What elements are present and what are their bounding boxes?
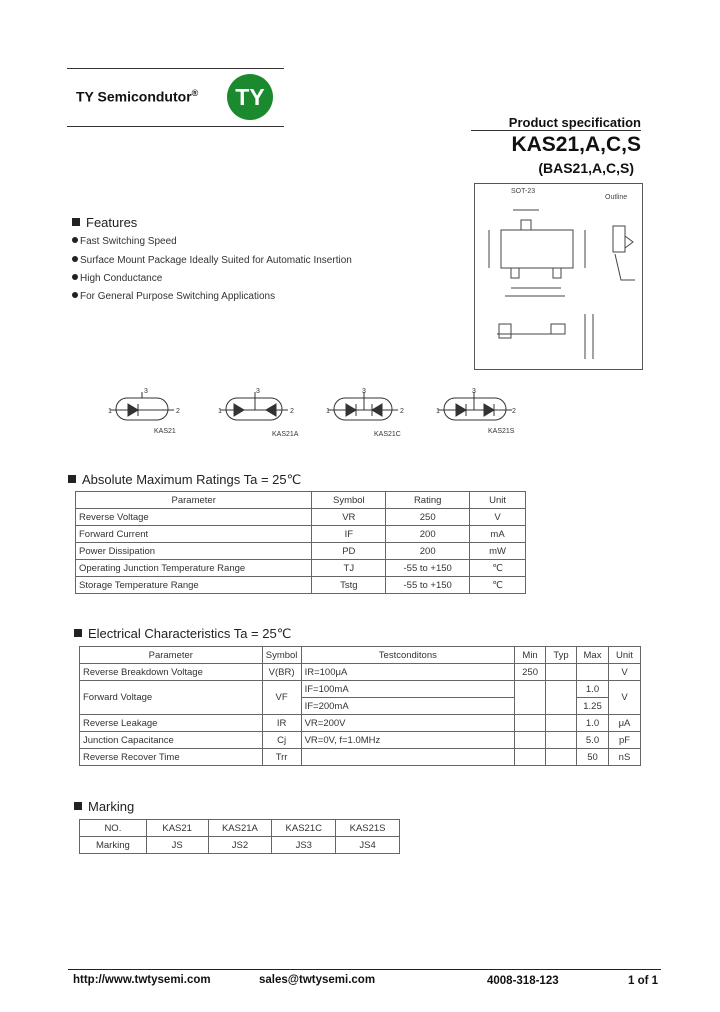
cell: VF (262, 681, 301, 715)
cell: Forward Current (76, 526, 312, 543)
cell: JS4 (336, 837, 400, 854)
cell: nS (608, 749, 640, 766)
footprint-pad (551, 324, 565, 334)
cell: V(BR) (262, 664, 301, 681)
pin-3-lead (521, 220, 531, 230)
kas21a-diode-icon (234, 404, 244, 416)
footprint-pad (499, 324, 511, 338)
table-row (80, 749, 641, 766)
cell: 1.25 (577, 698, 609, 715)
column-header: Rating (386, 492, 470, 509)
cell: TJ (312, 560, 386, 577)
cell: 250 (386, 509, 470, 526)
footer-email[interactable]: sales@twtysemi.com (259, 974, 376, 986)
cell: 1.0 (577, 715, 609, 732)
part-alt: (BAS21,A,C,S) (538, 160, 634, 176)
side-view-lead (625, 236, 633, 248)
kas21-package-outline (116, 398, 168, 420)
table-row (76, 543, 526, 560)
column-header: Parameter (80, 647, 263, 664)
marking-title: Marking (88, 799, 135, 814)
cell: Trr (262, 749, 301, 766)
spec-rule (471, 130, 641, 131)
header-top-rule (67, 68, 284, 69)
bullet-icon (72, 237, 78, 243)
cell: JS3 (272, 837, 336, 854)
logo-text: TY (235, 83, 265, 110)
cell: PD (312, 543, 386, 560)
cell (301, 749, 515, 766)
cell: VR (312, 509, 386, 526)
cell: μA (608, 715, 640, 732)
kas21a-diode-icon (266, 404, 276, 416)
cell: VR=200V (301, 715, 515, 732)
cell (546, 681, 577, 715)
kas21c-name: KAS21C (374, 431, 401, 436)
column-header: Unit (470, 492, 526, 509)
column-header: Testconditons (301, 647, 515, 664)
cell: KAS21 (146, 820, 208, 837)
cell (515, 681, 546, 715)
cell: mW (470, 543, 526, 560)
features-heading (72, 215, 137, 230)
cell: ℃ (470, 560, 526, 577)
feature-text: Surface Mount Package Ideally Suited for Automatic Insertion (80, 255, 352, 266)
kas21s-pin1-label: 1 (436, 408, 440, 415)
square-bullet-icon (68, 475, 76, 483)
square-bullet-icon (74, 802, 82, 810)
kas21s-diode-icon (456, 404, 466, 416)
kas21a-name: KAS21A (272, 431, 299, 436)
cell: IF=200mA (301, 698, 515, 715)
brand-name (76, 88, 198, 105)
kas21s-name: KAS21S (488, 428, 515, 435)
column-header: Unit (608, 647, 640, 664)
cell: KAS21A (208, 820, 272, 837)
table-header-row (80, 647, 641, 664)
cell: 200 (386, 526, 470, 543)
feature-item (72, 255, 352, 266)
features-title: Features (86, 215, 138, 230)
cell: VR=0V, f=1.0MHz (301, 732, 515, 749)
package-drawing (474, 183, 643, 370)
cell: NO. (80, 820, 147, 837)
column-header: Typ (546, 647, 577, 664)
diode-configurations (106, 386, 546, 436)
kas21a-pin3-label: 3 (256, 388, 260, 395)
feature-text: For General Purpose Switching Applications (80, 291, 276, 302)
header-bottom-rule (67, 126, 284, 127)
elec-table (79, 646, 641, 766)
square-bullet-icon (74, 629, 82, 637)
kas21s-diode-icon (484, 404, 494, 416)
square-bullet-icon (72, 218, 80, 226)
table-row (80, 681, 641, 698)
side-view-lead (615, 254, 635, 280)
cell (546, 715, 577, 732)
side-view-body (613, 226, 625, 252)
bullet-icon (72, 274, 78, 280)
cell: Storage Temperature Range (76, 577, 312, 594)
pin-1-lead (511, 268, 519, 278)
kas21-pin2-label: 2 (176, 408, 180, 415)
cell: Operating Junction Temperature Range (76, 560, 312, 577)
cell: Power Dissipation (76, 543, 312, 560)
cell: 250 (515, 664, 546, 681)
table-row (76, 560, 526, 577)
cell: V (608, 664, 640, 681)
cell: Tstg (312, 577, 386, 594)
marking-heading (74, 799, 134, 814)
column-header: Symbol (262, 647, 301, 664)
bullet-icon (72, 256, 78, 262)
outline-label: Outline (605, 194, 628, 201)
feature-item (72, 236, 177, 247)
cell: IR=100μA (301, 664, 515, 681)
cell: Marking (80, 837, 147, 854)
cell (546, 732, 577, 749)
kas21-pin1-label: 1 (108, 408, 112, 415)
cell: IF=100mA (301, 681, 515, 698)
kas21s-pin2-label: 2 (512, 408, 516, 415)
kas21c-diode-icon (346, 404, 356, 416)
kas21a-pin2-label: 2 (290, 408, 294, 415)
kas21c-diode-icon (372, 404, 382, 416)
table-row (80, 820, 400, 837)
kas21c-pin2-label: 2 (400, 408, 404, 415)
cell: Reverse Voltage (76, 509, 312, 526)
cell: Reverse Recover Time (80, 749, 263, 766)
footer-website[interactable]: http://www.twtysemi.com (73, 974, 211, 986)
cell (515, 749, 546, 766)
table-row (80, 837, 400, 854)
table-row (80, 715, 641, 732)
footer-phone: 4008-318-123 (487, 975, 559, 987)
column-header: Max (577, 647, 609, 664)
kas21c-pin1-label: 1 (326, 408, 330, 415)
cell: 5.0 (577, 732, 609, 749)
bullet-icon (72, 292, 78, 298)
cell (577, 664, 609, 681)
elec-heading (74, 626, 291, 642)
cell: -55 to +150 (386, 560, 470, 577)
kas21-pin3-label: 3 (144, 388, 148, 395)
cell (546, 664, 577, 681)
column-header: Parameter (76, 492, 312, 509)
abs-max-heading (68, 472, 301, 488)
cell (515, 715, 546, 732)
table-row (76, 509, 526, 526)
package-outline-svg (475, 184, 642, 369)
cell (546, 749, 577, 766)
kas21a-pin1-label: 1 (218, 408, 222, 415)
cell: Reverse Breakdown Voltage (80, 664, 263, 681)
pin-2-lead (553, 268, 561, 278)
table-row (80, 664, 641, 681)
package-body (501, 230, 573, 268)
footer-rule (68, 969, 661, 970)
table-row (76, 526, 526, 543)
kas21c-pin3-label: 3 (362, 388, 366, 395)
cell: V (470, 509, 526, 526)
marking-table (79, 819, 400, 854)
feature-item (72, 291, 275, 302)
abs-max-title: Absolute Maximum Ratings Ta = 25℃ (82, 472, 302, 487)
abs-max-table (75, 491, 526, 594)
registered-mark: ® (191, 88, 199, 98)
cell: IR (262, 715, 301, 732)
kas21-name: KAS21 (154, 428, 176, 435)
cell: 1.0 (577, 681, 609, 698)
product-specification: Product specification (508, 115, 641, 130)
cell: -55 to +150 (386, 577, 470, 594)
cell: V (608, 681, 640, 715)
kas21s-package-outline (444, 398, 506, 420)
cell: 50 (577, 749, 609, 766)
cell (515, 732, 546, 749)
table-row (80, 732, 641, 749)
cell: JS (146, 837, 208, 854)
cell: KAS21S (336, 820, 400, 837)
feature-item (72, 273, 162, 284)
feature-text: Fast Switching Speed (80, 236, 177, 247)
part-number: KAS21,A,C,S (511, 133, 641, 156)
cell: JS2 (208, 837, 272, 854)
kas21s-pin3-label: 3 (472, 388, 476, 395)
ty-logo (227, 74, 273, 120)
table-header-row (76, 492, 526, 509)
kas21c-package-outline (334, 398, 392, 420)
brand-text: TY Semicondutor (76, 88, 192, 105)
cell: Reverse Leakage (80, 715, 263, 732)
package-name: SOT-23 (511, 188, 536, 195)
column-header: Min (515, 647, 546, 664)
footer-page: 1 of 1 (628, 975, 659, 987)
cell: ℃ (470, 577, 526, 594)
elec-title: Electrical Characteristics Ta = 25℃ (88, 626, 292, 641)
cell: Cj (262, 732, 301, 749)
cell: mA (470, 526, 526, 543)
cell: pF (608, 732, 640, 749)
cell: 200 (386, 543, 470, 560)
table-row (76, 577, 526, 594)
kas21-diode-icon (128, 404, 138, 416)
cell: Junction Capacitance (80, 732, 263, 749)
column-header: Symbol (312, 492, 386, 509)
cell: KAS21C (272, 820, 336, 837)
cell: IF (312, 526, 386, 543)
cell: Forward Voltage (80, 681, 263, 715)
feature-text: High Conductance (80, 273, 163, 284)
